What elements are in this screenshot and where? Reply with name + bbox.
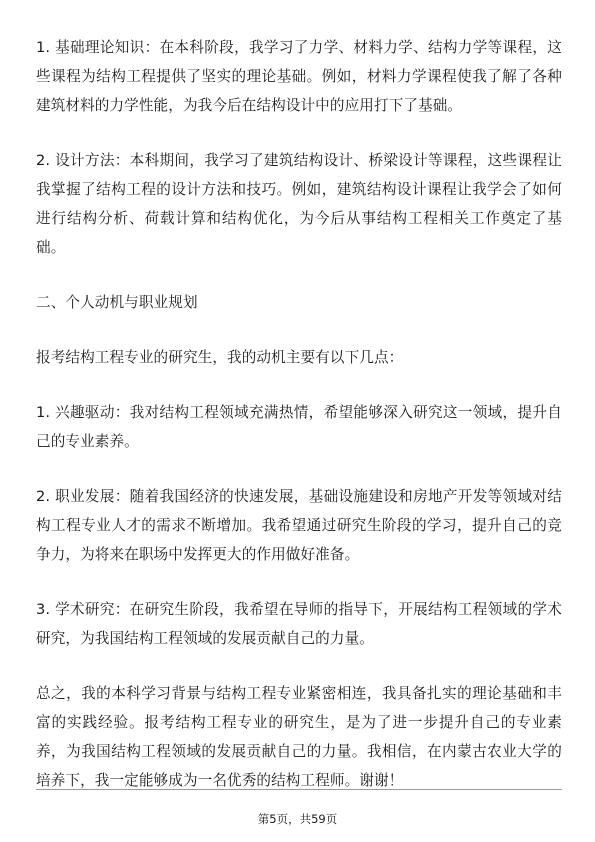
page-number: 第5页，共59页 [257,812,338,826]
paragraph-research: 3. 学术研究：在研究生阶段，我希望在导师的指导下，开展结构工程领域的学术研究，为我国结构工程领域的发展贡献自己的力量。 [36,601,562,647]
paragraph-basic-theory: 1. 基础理论知识：在本科阶段，我学习了力学、材料力学、结构力学等课程，这些课程为结构工程提供了坚实的理论基础。例如，材料力学课程使我了解了各种建筑材料的力学性能，为我今后在结构设计中的应用打下了基础。 [36,39,562,114]
paragraph-conclusion: 总之，我的本科学习背景与结构工程专业紧密相连，我具备扎实的理论基础和丰富的实践经验。报考结构工程专业的研究生，是为了进一步提升自己的专业素养，为我国结构工程领域的发展贡献自己的力量。我相信，在内蒙古农业大学的培养下，我一定能够成为一名优秀的结构工程师。谢谢！ [36,685,562,789]
section-heading-motivation: 二、个人动机与职业规划 [36,294,198,311]
footer-divider [36,789,562,790]
paragraph-career: 2. 职业发展：随着我国经济的快速发展，基础设施建设和房地产开发等领域对结构工程专业人才的需求不断增加。我希望通过研究生阶段的学习，提升自己的竞争力，为将来在职场中发挥更大的作用做好准备。 [36,488,562,563]
paragraph-interest: 1. 兴趣驱动：我对结构工程领域充满热情，希望能够深入研究这一领域，提升自己的专业素养。 [36,404,562,450]
paragraph-design-methods: 2. 设计方法：本科期间，我学习了建筑结构设计、桥梁设计等课程，这些课程让我掌握了结构工程的设计方法和技巧。例如，建筑结构设计课程让我学会了如何进行结构分析、荷载计算和结构优化，为今后从事结构工程相关工作奠定了基础。 [36,152,562,256]
document-body [36,33,562,821]
paragraph-motivation-intro: 报考结构工程专业的研究生，我的动机主要有以下几点： [36,349,404,366]
